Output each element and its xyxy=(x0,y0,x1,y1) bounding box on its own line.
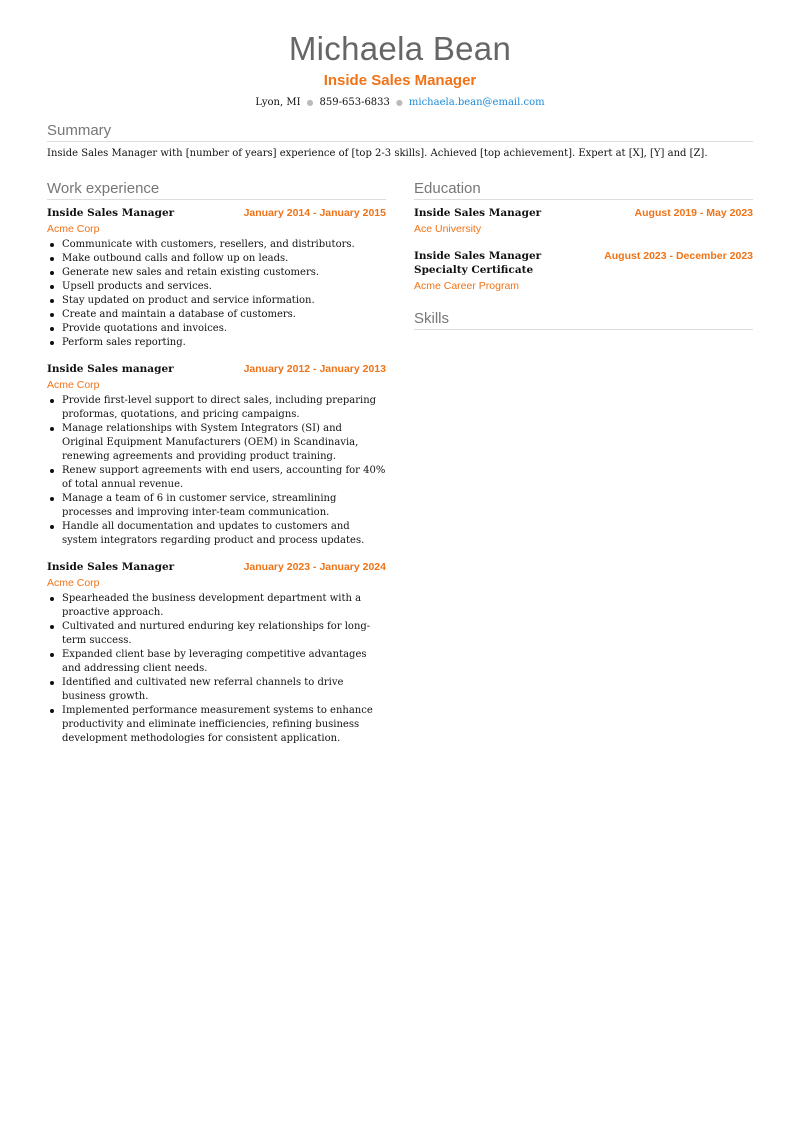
job-bullets xyxy=(47,394,386,548)
institution-name: Acme Career Program xyxy=(414,280,520,292)
list-item: Spearheaded the business development department with a proactive approach. xyxy=(47,592,386,620)
degree-title: Inside Sales Manager xyxy=(414,207,542,219)
skills-heading: Skills xyxy=(414,310,753,330)
company-name: Acme Corp xyxy=(47,223,100,235)
job-bullets xyxy=(47,238,386,350)
institution-name: Ace University xyxy=(414,223,482,235)
list-item: Handle all documentation and updates to customers and system integrators regarding product and process updates. xyxy=(47,520,386,548)
degree-title: Inside Sales Manager Specialty Certificate xyxy=(414,250,542,276)
job-title: Inside Sales manager xyxy=(47,363,174,375)
list-item: Expanded client base by leveraging competitive advantages and addressing client needs. xyxy=(47,648,386,676)
email-link[interactable]: michaela.bean@email.com xyxy=(408,97,545,108)
separator-dot-icon: ● xyxy=(395,98,403,107)
job-title: Inside Sales Manager xyxy=(47,207,175,219)
list-item: Cultivated and nurtured enduring key relationships for long-term success. xyxy=(47,620,386,648)
work-experience-heading: Work experience xyxy=(47,180,386,200)
location: Lyon, MI xyxy=(255,97,301,108)
summary-section xyxy=(47,122,753,161)
work-experience-section xyxy=(47,180,386,746)
work-entry xyxy=(47,560,386,746)
education-section xyxy=(414,180,753,294)
contact-line xyxy=(0,96,800,110)
company-name: Acme Corp xyxy=(47,577,100,589)
education-dates: August 2023 - December 2023 xyxy=(604,250,753,262)
candidate-name: Michaela Bean xyxy=(288,30,512,67)
work-entry xyxy=(47,206,386,350)
list-item: Renew support agreements with end users, accounting for 40% of total annual revenue. xyxy=(47,464,386,492)
education-heading: Education xyxy=(414,180,753,200)
education-entry xyxy=(414,206,753,237)
list-item: Identified and cultivated new referral channels to drive business growth. xyxy=(47,676,386,704)
list-item: Manage relationships with System Integrators (SI) and Original Equipment Manufacturers (OEM) in Scandinavia, renewing agreements and providing product training. xyxy=(47,422,386,464)
separator-dot-icon: ● xyxy=(306,98,314,107)
list-item: Provide quotations and invoices. xyxy=(47,322,386,336)
work-entry xyxy=(47,362,386,548)
list-item: Communicate with customers, resellers, and distributors. xyxy=(47,238,386,252)
job-dates: January 2023 - January 2024 xyxy=(243,561,386,573)
job-dates: January 2012 - January 2013 xyxy=(243,363,386,375)
list-item: Create and maintain a database of customers. xyxy=(47,308,386,322)
job-bullets xyxy=(47,592,386,746)
list-item: Provide first-level support to direct sales, including preparing proformas, quotations, and pricing campaigns. xyxy=(47,394,386,422)
education-entry xyxy=(414,249,753,294)
candidate-role: Inside Sales Manager xyxy=(323,72,477,89)
resume-header xyxy=(0,0,800,110)
list-item: Perform sales reporting. xyxy=(47,336,386,350)
summary-heading: Summary xyxy=(47,122,753,142)
list-item: Stay updated on product and service information. xyxy=(47,294,386,308)
list-item: Upsell products and services. xyxy=(47,280,386,294)
right-column xyxy=(414,180,753,330)
phone: 859-653-6833 xyxy=(319,97,390,108)
list-item: Implemented performance measurement systems to enhance productivity and eliminate inefficiencies, refining business development methodologies for consistent application. xyxy=(47,704,386,746)
education-dates: August 2019 - May 2023 xyxy=(634,207,753,219)
skills-section xyxy=(414,310,753,330)
list-item: Manage a team of 6 in customer service, streamlining processes and improving inter-team communication. xyxy=(47,492,386,520)
list-item: Generate new sales and retain existing customers. xyxy=(47,266,386,280)
job-dates: January 2014 - January 2015 xyxy=(243,207,386,219)
list-item: Make outbound calls and follow up on leads. xyxy=(47,252,386,266)
summary-text: Inside Sales Manager with [number of years] experience of [top 2-3 skills]. Achieved [top achievement]. Expert at [X], [Y] and [Z]. xyxy=(47,148,708,159)
job-title: Inside Sales Manager xyxy=(47,561,175,573)
company-name: Acme Corp xyxy=(47,379,100,391)
